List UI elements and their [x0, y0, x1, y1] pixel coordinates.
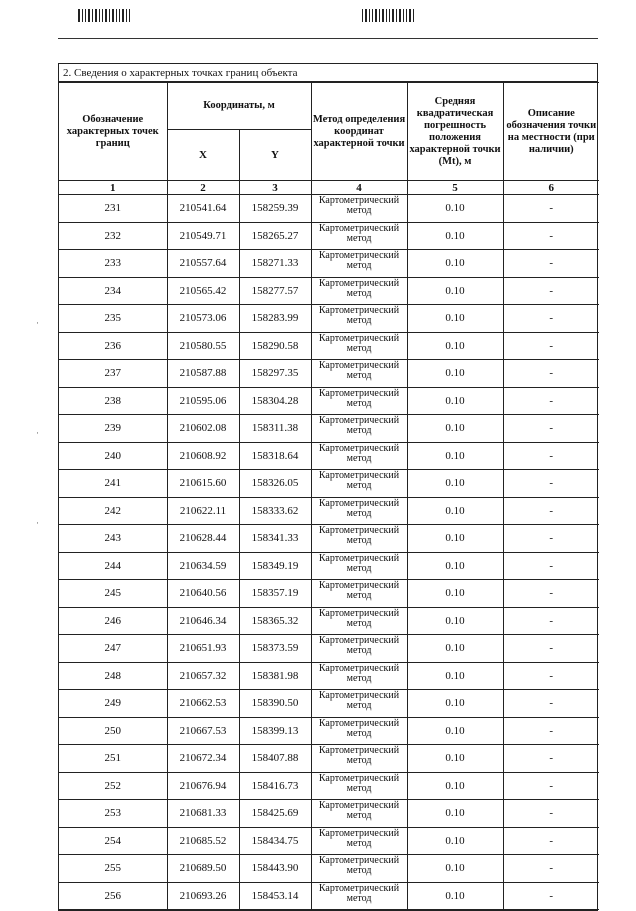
cell-method: Картометрический метод	[311, 305, 407, 333]
cell-method: Картометрический метод	[311, 745, 407, 773]
cell-x: 210681.33	[167, 800, 239, 828]
header-coordinates: Координаты, м	[167, 83, 311, 130]
table-row	[59, 222, 599, 250]
cell-method: Картометрический метод	[311, 662, 407, 690]
cell-method: Картометрический метод	[311, 360, 407, 388]
cell-mt: 0.10	[407, 195, 503, 223]
cell-description: -	[503, 745, 599, 773]
cell-description: -	[503, 277, 599, 305]
cell-description: -	[503, 332, 599, 360]
cell-mt: 0.10	[407, 222, 503, 250]
cell-mt: 0.10	[407, 662, 503, 690]
cell-mt: 0.10	[407, 882, 503, 910]
cell-mt: 0.10	[407, 277, 503, 305]
cell-point: 245	[59, 580, 167, 608]
cell-x: 210573.06	[167, 305, 239, 333]
cell-point: 255	[59, 855, 167, 883]
cell-x: 210657.32	[167, 662, 239, 690]
cell-y: 158290.58	[239, 332, 311, 360]
cell-description: -	[503, 442, 599, 470]
header-rule	[58, 38, 598, 39]
column-number: 4	[311, 181, 407, 195]
cell-y: 158318.64	[239, 442, 311, 470]
table-row	[59, 580, 599, 608]
table-row	[59, 690, 599, 718]
cell-point: 233	[59, 250, 167, 278]
cell-y: 158341.33	[239, 525, 311, 553]
cell-description: -	[503, 662, 599, 690]
cell-mt: 0.10	[407, 800, 503, 828]
table-row	[59, 332, 599, 360]
cell-point: 252	[59, 772, 167, 800]
cell-method: Картометрический метод	[311, 690, 407, 718]
cell-method: Картометрический метод	[311, 772, 407, 800]
table-row	[59, 195, 599, 223]
table-row	[59, 745, 599, 773]
margin-mark: ·	[36, 428, 39, 438]
table-row	[59, 772, 599, 800]
barcode-left	[78, 9, 130, 22]
cell-y: 158443.90	[239, 855, 311, 883]
cell-description: -	[503, 525, 599, 553]
cell-mt: 0.10	[407, 305, 503, 333]
cell-x: 210651.93	[167, 635, 239, 663]
cell-point: 242	[59, 497, 167, 525]
margin-mark: ·	[36, 518, 39, 528]
column-number: 3	[239, 181, 311, 195]
cell-point: 237	[59, 360, 167, 388]
cell-method: Картометрический метод	[311, 525, 407, 553]
cell-point: 249	[59, 690, 167, 718]
cell-description: -	[503, 415, 599, 443]
cell-y: 158349.19	[239, 552, 311, 580]
header-designation: Обозначение характерных точек границ	[59, 83, 167, 181]
table-row	[59, 552, 599, 580]
cell-point: 232	[59, 222, 167, 250]
cell-description: -	[503, 580, 599, 608]
cell-y: 158399.13	[239, 717, 311, 745]
cell-description: -	[503, 497, 599, 525]
cell-point: 250	[59, 717, 167, 745]
cell-description: -	[503, 250, 599, 278]
cell-mt: 0.10	[407, 332, 503, 360]
cell-x: 210602.08	[167, 415, 239, 443]
cell-point: 243	[59, 525, 167, 553]
cell-y: 158390.50	[239, 690, 311, 718]
cell-mt: 0.10	[407, 745, 503, 773]
cell-method: Картометрический метод	[311, 387, 407, 415]
table-row	[59, 360, 599, 388]
cell-y: 158326.05	[239, 470, 311, 498]
cell-x: 210549.71	[167, 222, 239, 250]
section-title: 2. Сведения о характерных точках границ объекта	[59, 64, 597, 82]
cell-y: 158277.57	[239, 277, 311, 305]
cell-point: 256	[59, 882, 167, 910]
cell-x: 210628.44	[167, 525, 239, 553]
cell-method: Картометрический метод	[311, 717, 407, 745]
cell-y: 158283.99	[239, 305, 311, 333]
cell-mt: 0.10	[407, 772, 503, 800]
cell-method: Картометрический метод	[311, 800, 407, 828]
cell-description: -	[503, 360, 599, 388]
cell-description: -	[503, 470, 599, 498]
cell-y: 158365.32	[239, 607, 311, 635]
cell-description: -	[503, 305, 599, 333]
cell-x: 210541.64	[167, 195, 239, 223]
cell-method: Картометрический метод	[311, 580, 407, 608]
cell-method: Картометрический метод	[311, 827, 407, 855]
table-row	[59, 387, 599, 415]
cell-method: Картометрический метод	[311, 277, 407, 305]
table-row	[59, 882, 599, 910]
table-row	[59, 415, 599, 443]
cell-mt: 0.10	[407, 690, 503, 718]
cell-point: 241	[59, 470, 167, 498]
cell-description: -	[503, 772, 599, 800]
cell-mt: 0.10	[407, 855, 503, 883]
table-row	[59, 607, 599, 635]
cell-description: -	[503, 827, 599, 855]
cell-y: 158357.19	[239, 580, 311, 608]
header-method: Метод определения координат характерной точки	[311, 83, 407, 181]
boundary-points-table	[59, 82, 599, 910]
cell-description: -	[503, 690, 599, 718]
cell-description: -	[503, 387, 599, 415]
cell-y: 158259.39	[239, 195, 311, 223]
cell-description: -	[503, 607, 599, 635]
cell-x: 210565.42	[167, 277, 239, 305]
cell-mt: 0.10	[407, 415, 503, 443]
cell-point: 235	[59, 305, 167, 333]
cell-y: 158297.35	[239, 360, 311, 388]
cell-method: Картометрический метод	[311, 882, 407, 910]
cell-description: -	[503, 552, 599, 580]
cell-y: 158407.88	[239, 745, 311, 773]
cell-point: 236	[59, 332, 167, 360]
cell-method: Картометрический метод	[311, 552, 407, 580]
column-number: 6	[503, 181, 599, 195]
cell-mt: 0.10	[407, 635, 503, 663]
cell-description: -	[503, 635, 599, 663]
table-row	[59, 250, 599, 278]
boundary-points-table-sheet	[58, 63, 598, 911]
cell-y: 158425.69	[239, 800, 311, 828]
cell-point: 246	[59, 607, 167, 635]
cell-method: Картометрический метод	[311, 470, 407, 498]
table-row	[59, 277, 599, 305]
cell-description: -	[503, 855, 599, 883]
cell-y: 158373.59	[239, 635, 311, 663]
header-description: Описание обозначения точки на местности (при наличии)	[503, 83, 599, 181]
cell-point: 231	[59, 195, 167, 223]
cell-y: 158265.27	[239, 222, 311, 250]
cell-point: 234	[59, 277, 167, 305]
cell-method: Картометрический метод	[311, 607, 407, 635]
table-row	[59, 635, 599, 663]
table-row	[59, 717, 599, 745]
cell-x: 210689.50	[167, 855, 239, 883]
cell-x: 210557.64	[167, 250, 239, 278]
cell-x: 210595.06	[167, 387, 239, 415]
cell-description: -	[503, 195, 599, 223]
table-row	[59, 827, 599, 855]
table-row	[59, 442, 599, 470]
table-row	[59, 470, 599, 498]
cell-point: 253	[59, 800, 167, 828]
cell-point: 248	[59, 662, 167, 690]
cell-method: Картометрический метод	[311, 855, 407, 883]
cell-y: 158271.33	[239, 250, 311, 278]
column-number: 1	[59, 181, 167, 195]
cell-x: 210587.88	[167, 360, 239, 388]
cell-point: 244	[59, 552, 167, 580]
cell-x: 210667.53	[167, 717, 239, 745]
cell-x: 210685.52	[167, 827, 239, 855]
header-error: Средняя квадратическая погрешность положения характерной точки (Mt), м	[407, 83, 503, 181]
cell-mt: 0.10	[407, 525, 503, 553]
cell-point: 251	[59, 745, 167, 773]
cell-method: Картометрический метод	[311, 250, 407, 278]
cell-x: 210634.59	[167, 552, 239, 580]
cell-mt: 0.10	[407, 497, 503, 525]
cell-y: 158434.75	[239, 827, 311, 855]
cell-y: 158381.98	[239, 662, 311, 690]
cell-mt: 0.10	[407, 387, 503, 415]
cell-mt: 0.10	[407, 470, 503, 498]
cell-x: 210662.53	[167, 690, 239, 718]
table-row	[59, 855, 599, 883]
header-x: X	[167, 130, 239, 181]
cell-point: 239	[59, 415, 167, 443]
cell-method: Картометрический метод	[311, 635, 407, 663]
cell-method: Картометрический метод	[311, 195, 407, 223]
cell-method: Картометрический метод	[311, 222, 407, 250]
cell-method: Картометрический метод	[311, 497, 407, 525]
column-number: 2	[167, 181, 239, 195]
cell-description: -	[503, 800, 599, 828]
cell-x: 210640.56	[167, 580, 239, 608]
cell-mt: 0.10	[407, 552, 503, 580]
cell-mt: 0.10	[407, 717, 503, 745]
cell-description: -	[503, 717, 599, 745]
cell-mt: 0.10	[407, 580, 503, 608]
cell-point: 254	[59, 827, 167, 855]
cell-method: Картометрический метод	[311, 442, 407, 470]
cell-y: 158311.38	[239, 415, 311, 443]
cell-y: 158304.28	[239, 387, 311, 415]
cell-mt: 0.10	[407, 250, 503, 278]
table-row	[59, 662, 599, 690]
cell-x: 210693.26	[167, 882, 239, 910]
cell-method: Картометрический метод	[311, 415, 407, 443]
cell-x: 210646.34	[167, 607, 239, 635]
cell-description: -	[503, 882, 599, 910]
table-row	[59, 497, 599, 525]
header-y: Y	[239, 130, 311, 181]
column-number: 5	[407, 181, 503, 195]
cell-description: -	[503, 222, 599, 250]
cell-x: 210580.55	[167, 332, 239, 360]
margin-mark: ·	[36, 318, 39, 328]
cell-x: 210615.60	[167, 470, 239, 498]
cell-y: 158333.62	[239, 497, 311, 525]
cell-point: 240	[59, 442, 167, 470]
cell-x: 210608.92	[167, 442, 239, 470]
barcode-right	[362, 9, 414, 22]
table-row	[59, 305, 599, 333]
table-row	[59, 800, 599, 828]
cell-mt: 0.10	[407, 360, 503, 388]
cell-mt: 0.10	[407, 442, 503, 470]
cell-y: 158453.14	[239, 882, 311, 910]
cell-mt: 0.10	[407, 607, 503, 635]
cell-mt: 0.10	[407, 827, 503, 855]
cell-x: 210672.34	[167, 745, 239, 773]
cell-method: Картометрический метод	[311, 332, 407, 360]
cell-point: 238	[59, 387, 167, 415]
cell-x: 210622.11	[167, 497, 239, 525]
cell-x: 210676.94	[167, 772, 239, 800]
cell-y: 158416.73	[239, 772, 311, 800]
table-row	[59, 525, 599, 553]
cell-point: 247	[59, 635, 167, 663]
